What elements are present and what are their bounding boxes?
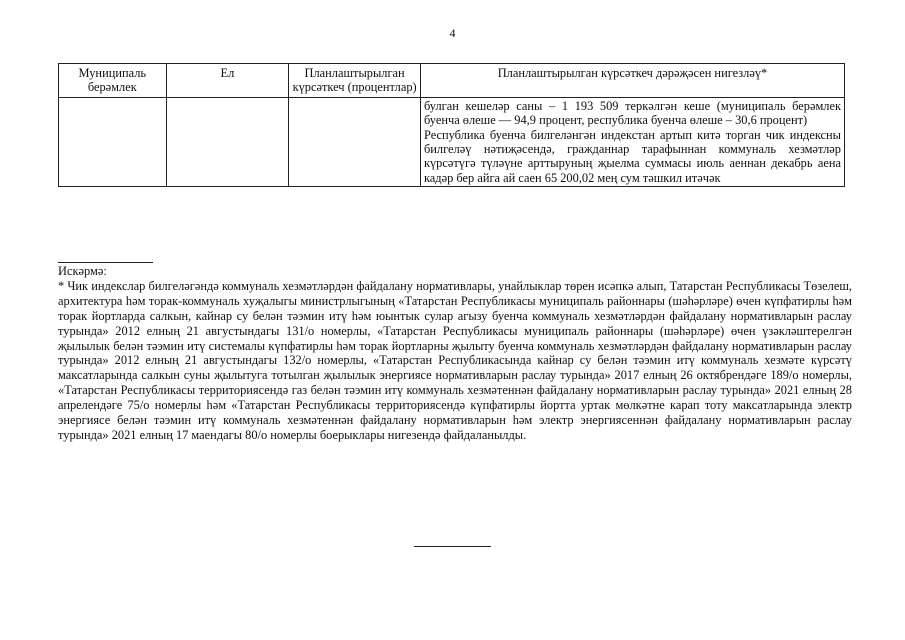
footnote-text: * Чик индекслар билгеләгәндә коммуналь хезмәтләрдән файдалану нормативлары, унайлыклар төрен исәпкә алып, Татарстан Республикасы Төзелеш, архитектура һәм торак-коммуналь хуҗалыгы министрлыгының «Татарстан Республикасы муниципаль районнары (шәһәрләре) өчен күпфатирлы һәм торак йортларда салкын, кайнар су белән тәэмин итү һәм юынтык сулар агызу буенча коммуналь хезмәтләрдән файдалану нормативларын раслау турында» 2012 елның 21 августындагы 131/о номерлы, «Татарстан Республикасы муниципаль районнары (шәһәрләре) өчен үзәкләштерелгән җылылык белән тәэмин итү системалы күпфатирлы һәм торак йортларны җылыту буенча коммуналь хезмәтләрдән файдалану нормативларын раслау турында» 2012 елның 21 августындагы 132/о номерлы, «Татарстан Республикасында кайнар су белән тәэмин итү коммуналь хезмәте күрсәтү максатларында салкын суны җылытуга тотылган җылылык энергиясе нормативларын раслау турында» 2017 елның 26 октябрендәге 189/о номерлы, «Татарстан Республикасы территориясендә газ белән тәэмин итү коммуналь хезмәтеннән файдалану нормативларын раслау турында» 2021 елның 28 апрелендәге 75/о номерлы һәм «Татарстан Республикасы территориясендә күпфатирлы йортта уртак мөлкәтне карап тоту максатларында электр энергиясе белән тәэмин итү коммуналь хезмәтеннән файдалану нормативларын һәм электр энергиясеннән файдалану нормативларын раслау турында» 2021 елның 17 маендагы 80/о номерлы боерыклары нигезендә файдаланылды. [58,278,852,442]
header-planned-indicator: Планлаштырылган күрсәткеч (процентлар) [289,64,421,98]
header-year: Ел [166,64,289,98]
cell-municipality [59,97,167,186]
cell-year [166,97,289,186]
footnote-divider [58,262,153,263]
justification-paragraph-1: булган кешеләр саны – 1 193 509 теркәлгән кеше (муниципаль берәмлек буенча өлеше — 94,9 процент, республика буенча өлеше – 30,6 процент) [423,98,841,128]
page-number: 4 [449,26,456,40]
footnote-title: Искәрмә: [58,264,107,278]
footnote [58,264,852,443]
justification-paragraph-2: Республика буенча билгеләнгән индекстан артып китә торган чик индексны билгеләү нәтиҗәсендә, гражданнар тарафыннан коммуналь хезмәтләр күрсәтүгә түләүне арттыруның җыелма суммасы июль аеннан декабрь аена кадәр бер айга ай саен 65 200,02 мең сум тәшкил итәчәк [423,127,841,185]
cell-justification [420,97,844,186]
table-header-row [59,64,845,98]
header-justification: Планлаштырылган күрсәткеч дәрәҗәсен нигезләү* [420,64,844,98]
table-row [59,97,845,186]
cell-planned-indicator [289,97,421,186]
indicator-table [58,63,845,187]
header-municipality: Муниципаль берәмлек [59,64,167,98]
end-of-document-divider [414,546,491,547]
